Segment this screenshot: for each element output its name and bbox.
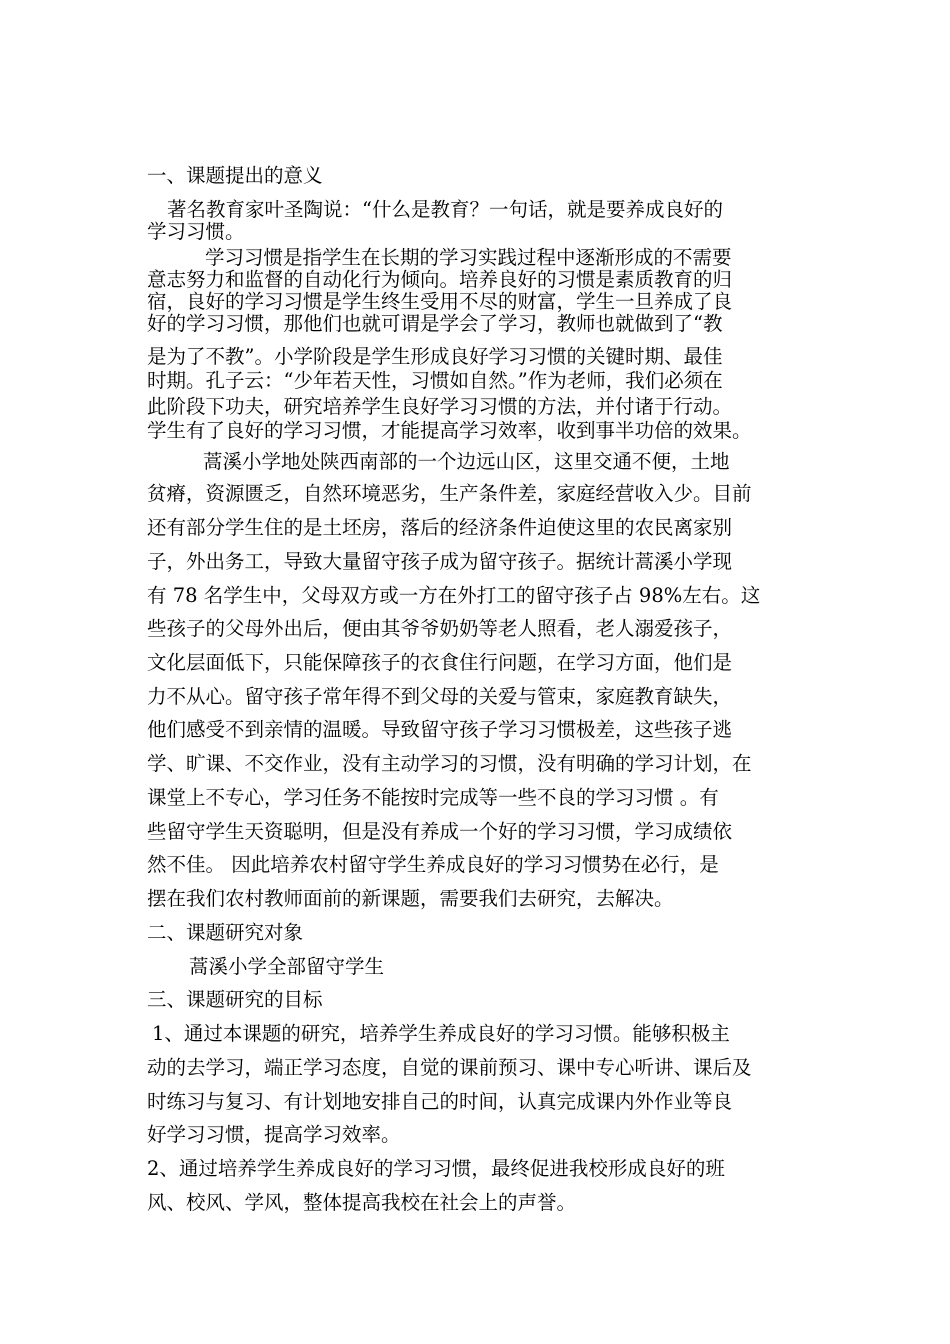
paragraph-2-line-1: 学习习惯是指学生在长期的学习实践过程中逐渐形成的不需要 <box>205 246 732 269</box>
goal-1-line-2: 动的去学习，端正学习态度，自觉的课前预习、课中专心听讲、课后及 <box>147 1056 752 1079</box>
paragraph-1-line-1: 著名教育家叶圣陶说：“什么是教育？一句话，就是要养成良好的 <box>167 198 723 221</box>
paragraph-2-line-4: 好的学习习惯，那他们也就可谓是学会了学习，教师也就做到了“教 <box>147 312 723 335</box>
paragraph-3-line-11: 课堂上不专心，学习任务不能按时完成等一些不良的学习习惯 。有 <box>147 786 719 809</box>
goal-2-line-1: 2、通过培养学生养成良好的学习习惯，最终促进我校形成良好的班 <box>147 1157 725 1180</box>
paragraph-3-line-10: 学、旷课、不交作业，没有主动学习的习惯，没有明确的学习计划，在 <box>147 752 752 775</box>
paragraph-3-line-14: 摆在我们农村教师面前的新课题，需要我们去研究，去解决。 <box>147 887 674 910</box>
paragraph-2-line-2: 意志努力和监督的自动化行为倾向。培养良好的习惯是素质教育的归 <box>147 268 733 291</box>
goal-1-line-3: 时练习与复习、有计划地安排自己的时间，认真完成课内外作业等良 <box>147 1090 733 1113</box>
paragraph-2-line-8: 学生有了良好的学习习惯，才能提高学习效率，收到事半功倍的效果。 <box>147 419 752 442</box>
paragraph-3-line-2: 贫瘠，资源匮乏，自然环境恶劣，生产条件差，家庭经营收入少。目前 <box>147 482 752 505</box>
section-2-heading: 二、课题研究对象 <box>147 921 304 944</box>
paragraph-3-line-4: 子，外出务工，导致大量留守孩子成为留守孩子。据统计蒿溪小学现 <box>147 550 733 573</box>
paragraph-3-line-8: 力不从心。留守孩子常年得不到父母的关爱与管束，家庭教育缺失， <box>147 685 733 708</box>
paragraph-2-line-6: 时期。孔子云：“少年若天性，习惯如自然。”作为老师，我们必须在 <box>147 369 723 392</box>
paragraph-2-line-5: 是为了不教”。小学阶段是学生形成良好学习习惯的关键时期、最佳 <box>147 345 723 368</box>
goal-2-line-2: 风、校风、学风，整体提高我校在社会上的声誉。 <box>147 1191 577 1214</box>
paragraph-3-line-9: 他们感受不到亲情的温暖。导致留守孩子学习习惯极差，这些孩子逃 <box>147 718 733 741</box>
paragraph-3-line-1: 蒿溪小学地处陕西南部的一个边远山区，这里交通不便，土地 <box>203 450 730 473</box>
paragraph-1-line-2: 学习习惯。 <box>147 220 245 243</box>
paragraph-2-line-3: 宿，良好的学习习惯是学生终生受用不尽的财富，学生一旦养成了良 <box>147 290 733 313</box>
section-1-heading: 一、课题提出的意义 <box>147 164 323 187</box>
paragraph-3-line-6: 些孩子的父母外出后，便由其爷爷奶奶等老人照看，老人溺爱孩子， <box>147 617 733 640</box>
section-3-heading: 三、课题研究的目标 <box>147 988 323 1011</box>
paragraph-2-line-7: 此阶段下功夫，研究培养学生良好学习习惯的方法，并付诸于行动。 <box>147 395 733 418</box>
goal-1-line-4: 好学习习惯，提高学习效率。 <box>147 1123 401 1146</box>
paragraph-3-line-5: 有 78 名学生中，父母双方或一方在外打工的留守孩子占 98%左右。这 <box>147 584 761 607</box>
paragraph-3-line-12: 些留守学生天资聪明，但是没有养成一个好的学习习惯，学习成绩依 <box>147 820 733 843</box>
goal-1-line-1: 1、通过本课题的研究，培养学生养成良好的学习习惯。能够积极主 <box>152 1022 730 1045</box>
paragraph-3-line-7: 文化层面低下，只能保障孩子的衣食住行问题，在学习方面，他们是 <box>147 651 733 674</box>
section-2-body: 蒿溪小学全部留守学生 <box>189 955 385 978</box>
paragraph-3-line-13: 然不佳。 因此培养农村留守学生养成良好的学习习惯势在必行，是 <box>147 853 719 876</box>
paragraph-3-line-3: 还有部分学生住的是土坯房，落后的经济条件迫使这里的农民离家别 <box>147 516 733 539</box>
